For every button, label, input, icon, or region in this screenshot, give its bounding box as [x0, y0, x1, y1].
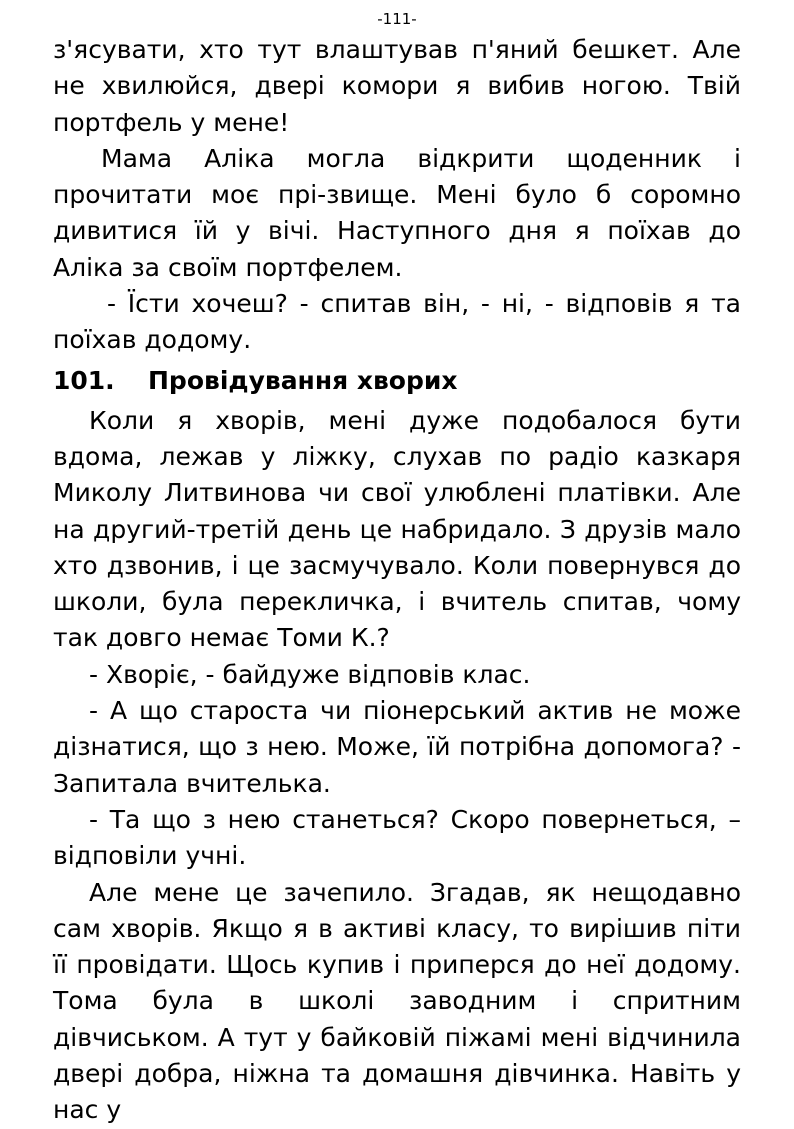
section-title: Провідування хворих: [148, 365, 458, 395]
paragraph-7: - Та що з нею станеться? Скоро повернеться, – відповіли учні.: [53, 804, 741, 871]
paragraph-4: Коли я хворів, мені дуже подобалося бути вдома, лежав у ліжку, слухав по радіо казкаря Миколу Литвинова чи свої улюблені платівки. Але на другий-третій день це набридало. З друзів мало хто дзвонив, і це засмучувало. Коли повернувся до школи, була перекличка, і вчитель спитав, чому так довго немає Томи К.?: [53, 405, 741, 653]
page-number: -111-: [377, 10, 417, 28]
book-page: [53, 6, 741, 1129]
paragraph-5: - Хворіє, - байдуже відповів клас.: [89, 659, 531, 689]
paragraph-1: з'ясувати, хто тут влаштував п'яний бешкет. Але не хвилюйся, двері комори я вибив ногою. Твій портфель у мене!: [53, 35, 741, 137]
section-number: 101.: [53, 365, 115, 395]
paragraph-8: Але мене це зачепило. Згадав, як нещодавно сам хворів. Якщо я в активі класу, то вирішив піти її провідати. Щось купив і приперся до неї додому. Тома була в школі заводним і спритним дівчиськом. А тут у байковій піжамі мені відчинила двері добра, ніжна та домашня дівчинка. Навіть у нас у: [53, 877, 741, 1125]
paragraph-2: Мама Аліка могла відкрити щоденник і прочитати моє прі-звище. Мені було б соромно дивитися їй у вічі. Наступного дня я поїхав до Аліка за своїм портфелем.: [53, 143, 741, 282]
section-heading: [53, 363, 741, 399]
paragraph-3: - Їсти хочеш? - спитав він, - ні, - відповів я та поїхав додому.: [53, 289, 741, 355]
paragraph-6: - А що староста чи піонерський актив не може дізнатися, що з нею. Може, їй потрібна допомога? - Запитала вчителька.: [53, 696, 741, 798]
